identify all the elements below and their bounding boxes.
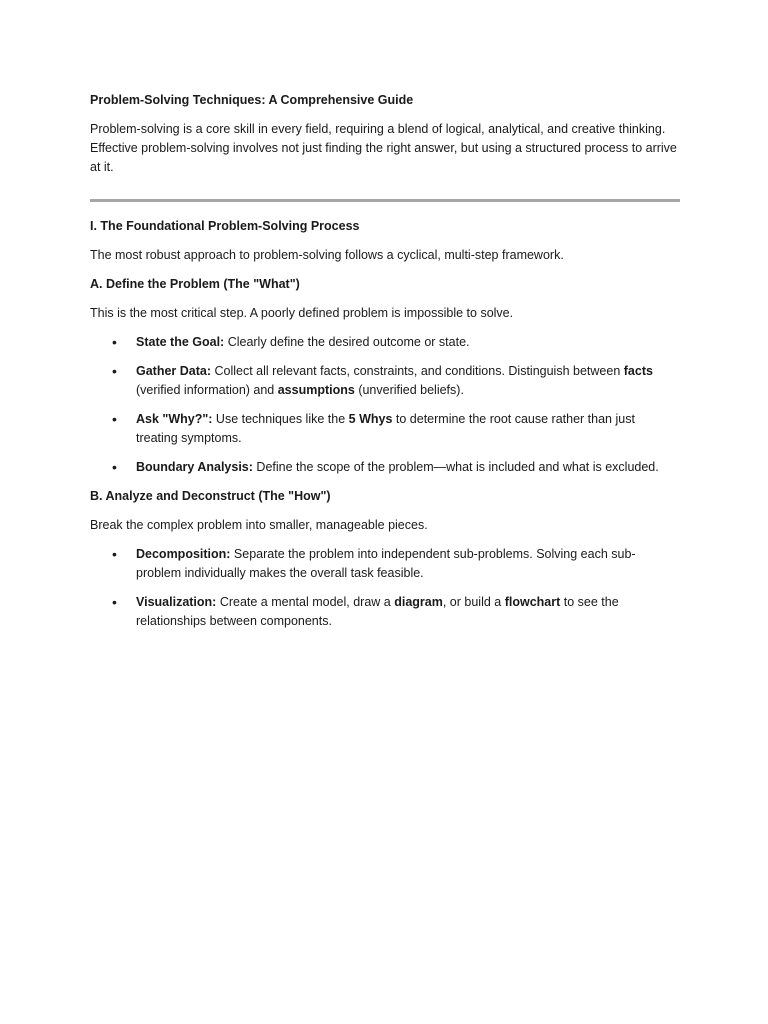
list-item [90, 333, 680, 352]
subsection-heading-b: B. Analyze and Deconstruct (The "How") [90, 489, 331, 503]
item-text: to determine the root cause rather than just treating symptoms. [136, 412, 635, 445]
bullet-icon: • [112, 546, 117, 562]
item-text: Define the scope of the problem—what is included and what is excluded. [252, 460, 659, 474]
item-text: to see the relationships between components. [136, 595, 619, 628]
item-label: Gather Data: [136, 364, 212, 378]
list-item [90, 458, 680, 477]
list-item [90, 545, 680, 583]
emphasis-text: diagram [394, 595, 443, 609]
bullet-icon: • [112, 411, 117, 427]
emphasis-text: assumptions [277, 383, 355, 397]
item-label: Decomposition: [136, 547, 231, 561]
section-intro: The most robust approach to problem-solving follows a cyclical, multi-step framework. [90, 248, 564, 262]
bullet-list-a [90, 333, 680, 477]
bullet-icon: • [112, 594, 117, 610]
emphasis-text: 5 Whys [348, 412, 393, 426]
item-label: Visualization: [136, 595, 217, 609]
emphasis-text: flowchart [504, 595, 561, 609]
list-item [90, 593, 680, 631]
section-heading: I. The Foundational Problem-Solving Process [90, 219, 360, 233]
item-text: Create a mental model, draw a [216, 595, 395, 609]
item-text: (unverified beliefs). [354, 383, 464, 397]
bullet-list-b [90, 545, 680, 631]
item-text: , or build a [442, 595, 505, 609]
item-text: Clearly define the desired outcome or state. [224, 335, 470, 349]
item-label: State the Goal: [136, 335, 225, 349]
bullet-icon: • [112, 363, 117, 379]
list-item [90, 410, 680, 448]
subsection-intro-a: This is the most critical step. A poorly defined problem is impossible to solve. [90, 306, 514, 320]
item-label: Boundary Analysis: [136, 460, 253, 474]
document-body [90, 91, 680, 641]
intro-paragraph: Problem-solving is a core skill in every field, requiring a blend of logical, analytical, and creative thinking. Effective problem-solving involves not just finding the right answer, but using a structured process to arrive at it. [90, 122, 677, 174]
bullet-icon: • [112, 334, 117, 350]
subsection-heading-a: A. Define the Problem (The "What") [90, 277, 300, 291]
subsection-intro-b: Break the complex problem into smaller, manageable pieces. [90, 518, 428, 532]
document-title: Problem-Solving Techniques: A Comprehensive Guide [90, 93, 414, 107]
horizontal-divider [90, 199, 680, 202]
item-text: (verified information) and [136, 383, 278, 397]
item-text: Collect all relevant facts, constraints, and conditions. Distinguish between [211, 364, 624, 378]
item-text: Separate the problem into independent sub-problems. Solving each sub-problem individually makes the overall task feasible. [136, 547, 636, 580]
bullet-icon: • [112, 459, 117, 475]
list-item [90, 362, 680, 400]
item-label: Ask "Why?": [136, 412, 213, 426]
emphasis-text: facts [623, 364, 653, 378]
item-text: Use techniques like the [212, 412, 349, 426]
